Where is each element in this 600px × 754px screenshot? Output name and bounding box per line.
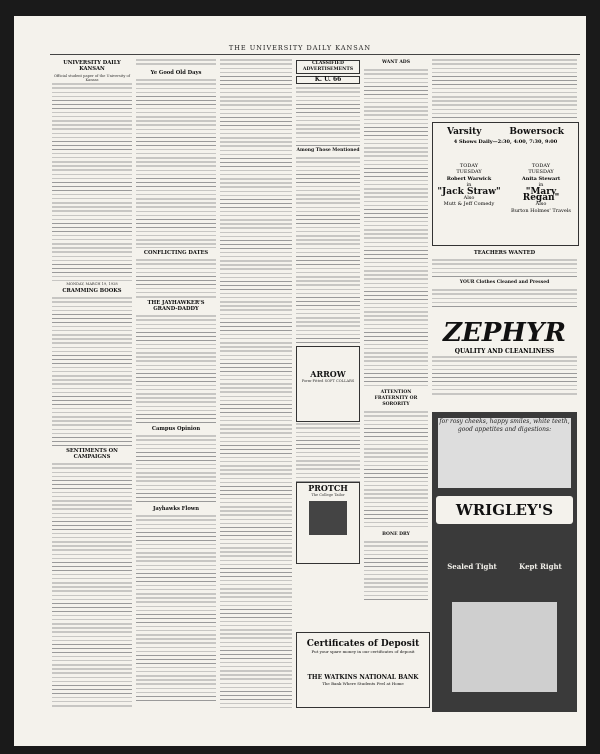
want-ads-text: [364, 68, 428, 388]
phone-number: K. U. 66: [296, 76, 360, 84]
article-text: [136, 78, 216, 248]
bowersock-listing: TODAY TUESDAY Anita Stewart in "Mary Regan" Also Burton Holmes' Travels: [511, 163, 571, 214]
article-text: [136, 258, 216, 298]
varsity-listing: TODAY TUESDAY Robert Warwick in "Jack Straw" Also Mutt & Jeff Comedy: [437, 163, 501, 208]
protch-tagline: The College Tailor: [311, 493, 345, 497]
article-text: [136, 314, 216, 424]
wrigley-slogan: for rosy cheeks, happy smiles, white teeth, good appetites and digestions:: [438, 418, 571, 488]
headline-jayhawks-flown: Jayhawks Flown: [152, 506, 200, 512]
kept-right-label: Kept Right: [519, 562, 562, 571]
bone-dry-ad: BONE DRY: [382, 532, 410, 537]
want-ads-header: WANT ADS: [382, 60, 410, 65]
headline-good-old-days: Ye Good Old Days: [150, 70, 202, 76]
battery-illustration: [309, 501, 347, 535]
classified-header: CLASSIFIED ADVERTISEMENTS: [296, 60, 360, 74]
sealed-tight-label: Sealed Tight: [447, 562, 497, 571]
classified-column: [296, 58, 360, 718]
headline-conflicting-dates: CONFLICTING DATES: [143, 250, 209, 256]
teachers-ad: TEACHERS WANTED YOUR Clothes Cleaned and Pressed: [432, 248, 577, 314]
ad-text: [296, 422, 360, 482]
bowersock-theater: Bowersock: [509, 127, 565, 137]
fraternity-ad-header: ATTENTION FRATERNITY OR SORORITY: [374, 390, 418, 407]
masthead: THE UNIVERSITY DAILY KANSAN: [228, 44, 372, 52]
article-text: [220, 58, 292, 708]
gum-packs-illustration: [452, 602, 557, 692]
zephyr-logo: ZEPHYR: [442, 318, 567, 348]
arrow-ad: [296, 346, 360, 422]
zephyr-tagline: QUALITY AND CLEANLINESS: [454, 348, 555, 355]
editorial-column-2: [136, 58, 216, 708]
protch-name: PROTCH: [308, 483, 348, 493]
certificates-ad: [296, 632, 430, 708]
arrow-tagline: Form-Fitted SOFT COLLARS: [301, 379, 355, 383]
wrigley-logo: WRIGLEY'S: [436, 496, 573, 524]
top-right-text: [432, 58, 577, 118]
article-text: [432, 58, 577, 118]
showtimes: 4 Shows Daily—2:30, 4:00, 7:30, 9:00: [453, 139, 558, 145]
article-text: [136, 434, 216, 504]
certificates-subtitle: Put your spare money in our certificates of deposit: [311, 649, 415, 654]
ad-text: [364, 540, 428, 600]
headline-grand-daddy: THE JAYHAWKER'S GRAND-DADDY: [147, 300, 205, 312]
paper-subtitle: Official student paper of the University of Kansas: [53, 74, 131, 83]
varsity-theater: Varsity: [446, 127, 482, 137]
headline-cramming-books: CRAMMING BOOKS: [62, 288, 122, 295]
article-text: [52, 462, 132, 708]
certificates-title: Certificates of Deposit: [306, 639, 420, 649]
article-text: [296, 156, 360, 346]
classified-rates: [296, 86, 360, 146]
news-column: [220, 58, 292, 708]
paper-title: UNIVERSITY DAILY KANSAN: [63, 60, 121, 72]
zephyr-ad: [432, 318, 577, 410]
protch-ad: [296, 482, 360, 564]
article-text: [136, 58, 216, 68]
masthead-rule: [50, 54, 580, 55]
headline-campus-opinion: Campus Opinion: [151, 426, 201, 432]
wrigley-ad: [432, 412, 577, 712]
bank-tagline: The Bank Where Students Feel at Home: [322, 681, 404, 686]
headline-sentiments: SENTIMENTS ON CAMPAIGNS: [66, 448, 118, 461]
staff-box-text: [52, 82, 132, 282]
article-text: [52, 296, 132, 446]
article-text: [136, 514, 216, 704]
headline-among-mentioned: Among Those Mentioned: [296, 148, 360, 153]
ad-text: [364, 410, 428, 530]
arrow-logo: ARROW: [310, 369, 346, 379]
theater-ad: [432, 122, 579, 246]
bank-name: THE WATKINS NATIONAL BANK: [307, 674, 419, 681]
want-ads-column: [364, 58, 428, 658]
editorial-column: [52, 58, 132, 708]
issue-date: MONDAY, MARCH 19, 1928: [66, 282, 118, 287]
